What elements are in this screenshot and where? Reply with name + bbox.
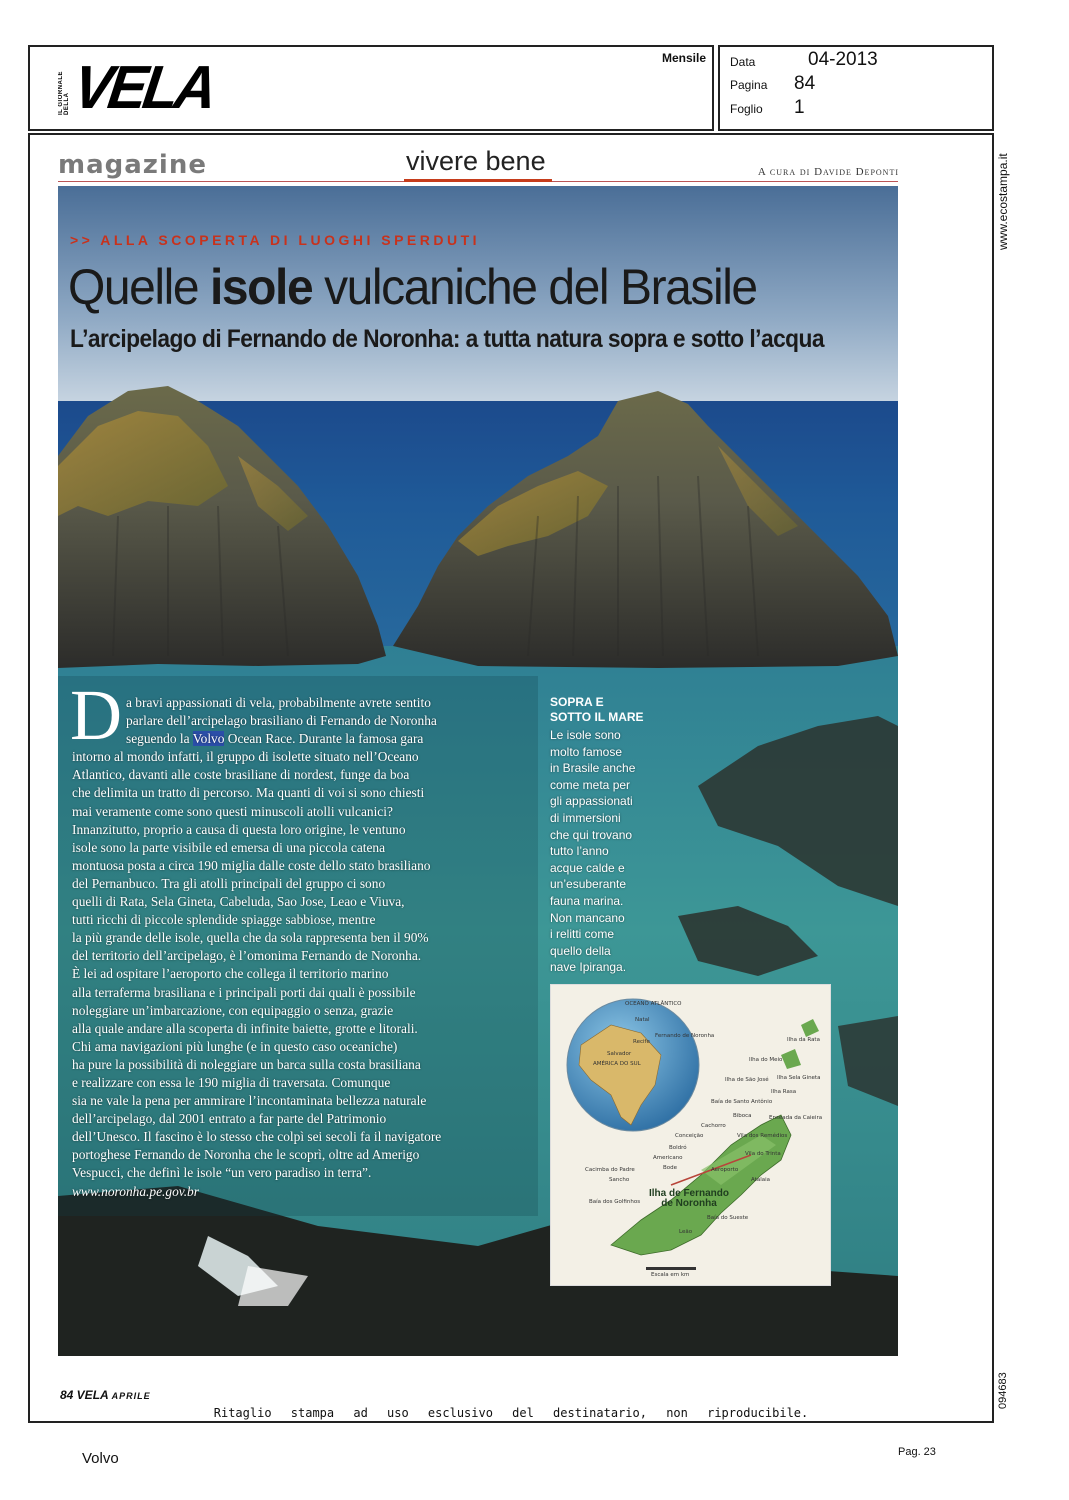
body-line: del territorio dell’arcipelago, è l’omonima Fernando de Noronha. bbox=[72, 948, 422, 964]
folio-month: APRILE bbox=[111, 1391, 151, 1401]
map-place: Conceição bbox=[675, 1133, 704, 1139]
body-line: che delimita un tratto di percorso. Ma quanti di voi si sono chiesti bbox=[72, 785, 425, 801]
frequency-label: Mensile bbox=[661, 51, 706, 65]
folio-page: 84 VELA bbox=[60, 1388, 109, 1402]
date-value: 04-2013 bbox=[808, 49, 878, 70]
map-place: Biboca bbox=[733, 1113, 752, 1119]
map-place: Recife bbox=[633, 1039, 650, 1045]
map-place: Cacimba do Padre bbox=[585, 1167, 635, 1173]
client-name: Volvo bbox=[82, 1450, 119, 1467]
page-value: 84 bbox=[794, 73, 816, 94]
sidebar-title-line: SOPRA E bbox=[550, 695, 604, 709]
side-code-text: 094683 bbox=[997, 1372, 1009, 1409]
body-line: del Pernanbuco. Tra gli atolli principali del gruppo ci sono bbox=[72, 875, 386, 891]
sidebar-line: in Brasile anche bbox=[550, 761, 636, 776]
sidebar-line: acque calde e bbox=[550, 860, 625, 875]
map-scale-label: Escala em km bbox=[651, 1272, 690, 1278]
sidebar-line: quello della bbox=[550, 943, 611, 958]
body-line: dell’arcipelago, dal 2001 entrato a far parte del Patrimonio bbox=[72, 1111, 387, 1127]
body-line: noleggiare un’imbarcazione, con equipaggio o senza, grazie bbox=[72, 1002, 394, 1018]
sidebar-line: che qui trovano bbox=[550, 827, 633, 842]
map-place: Boldró bbox=[669, 1145, 687, 1151]
footer-notice: Ritaglio stampa ad uso esclusivo del destinatario, non riproducibile. bbox=[213, 1406, 809, 1420]
body-line: alla terraferma brasiliana e i principali porti dai quali è possibile bbox=[72, 984, 416, 1000]
map-place: Atalaia bbox=[751, 1177, 770, 1183]
sidebar-line: come meta per bbox=[550, 777, 631, 792]
map-place: Ilha de São José bbox=[725, 1077, 769, 1083]
sidebar-line: i relitti come bbox=[550, 927, 615, 942]
body-line: dell’Unesco. Il fascino è lo stesso che colpì sei secoli fa il navigatore bbox=[72, 1129, 442, 1145]
map-place: Ilha Rasa bbox=[771, 1089, 797, 1095]
map-place: Ilha Sela Gineta bbox=[777, 1075, 821, 1081]
sidebar-line: Non mancano bbox=[550, 910, 625, 925]
map-continent-label: AMÉRICA DO SUL bbox=[593, 1061, 641, 1067]
body-line-part: Ocean Race. Durante la famosa gara bbox=[224, 731, 424, 747]
sidebar-line: di immersioni bbox=[550, 810, 621, 825]
body-line-part: seguendo la bbox=[126, 731, 193, 747]
sidebar-line: tutto l’anno bbox=[550, 844, 609, 859]
section-magazine: magazine bbox=[58, 150, 207, 180]
section-rubric: vivere bene bbox=[406, 146, 546, 176]
map-island-name-line: Ilha de Fernando bbox=[648, 1188, 729, 1199]
body-line: intorno al mondo infatti, il gruppo di isolette situato nell’Oceano bbox=[72, 749, 419, 765]
body-line bbox=[72, 730, 522, 748]
side-url-text: www.ecostampa.it bbox=[996, 153, 1010, 250]
headline-part-b: vulcaniche del Brasile bbox=[312, 259, 757, 315]
header-meta-box bbox=[718, 45, 994, 131]
sidebar-title bbox=[550, 695, 644, 725]
body-line: sia ne vale la pena per ammirare l’incontaminata bellezza naturale bbox=[72, 1093, 427, 1109]
page-folio bbox=[60, 1388, 151, 1402]
body-line: Chi ama navigazioni più lunghe (e in questo caso oceaniche) bbox=[72, 1038, 398, 1054]
page-reference: Pag. 23 bbox=[898, 1446, 936, 1458]
map-place: Leão bbox=[679, 1229, 693, 1235]
article-kicker: >> ALLA SCOPERTA DI LUOGHI SPERDUTI bbox=[70, 232, 481, 248]
side-url bbox=[994, 150, 1014, 250]
article-body bbox=[72, 694, 522, 1201]
body-line: e realizzare con essa le 190 miglia di traversata. Comunque bbox=[72, 1074, 391, 1090]
map-place: Vila dos Remédios bbox=[737, 1133, 788, 1139]
rubric-underline bbox=[404, 179, 552, 182]
body-line: alla quale andare alla scoperta di infinite baiette, grotte e litorali. bbox=[72, 1020, 418, 1036]
body-line: Atlantico, davanti alle coste brasiliane di nordest, funge da boa bbox=[72, 767, 410, 783]
body-line: Innanzitutto, proprio a causa di questa loro origine, le ventuno bbox=[72, 821, 406, 837]
highlight-volvo: Volvo bbox=[192, 731, 225, 747]
body-line: la più grande delle isole, quella che da sola rappresenta ben il 90% bbox=[72, 930, 429, 946]
map-place: Enseada da Caieira bbox=[769, 1115, 823, 1121]
article-subtitle: L’arcipelago di Fernando de Noronha: a tutta natura sopra e sotto l’acqua bbox=[70, 325, 824, 353]
map-place: Baía do Sueste bbox=[707, 1215, 749, 1221]
logo-side-text: IL GIORNALE DELLA bbox=[58, 70, 70, 115]
sidebar-line: Le isole sono bbox=[550, 728, 621, 742]
body-line: quelli di Rata, Sela Gineta, Cabeluda, Sao Jose, Leao e Viuva, bbox=[72, 894, 405, 910]
article-url[interactable]: www.noronha.pe.gov.br bbox=[72, 1183, 199, 1199]
drop-cap: D bbox=[70, 675, 122, 755]
body-line: isole sono la parte visibile ed emersa di una piccola catena bbox=[72, 839, 386, 855]
page-label: Pagina bbox=[730, 78, 768, 92]
body-line: ha pure la possibilità di noleggiare un barca sulla costa brasiliana bbox=[72, 1056, 421, 1072]
map-place: Fernando de Noronha bbox=[655, 1033, 715, 1039]
map-island-name-line: de Noronha bbox=[661, 1198, 717, 1209]
island-map bbox=[550, 984, 831, 1286]
map-place: Natal bbox=[635, 1017, 650, 1023]
body-line: portoghese Fernando de Noronha che le scoprì, oltre ad Amerigo bbox=[72, 1147, 420, 1163]
side-code bbox=[994, 1365, 1014, 1409]
body-line: tutti ricchi di piccole splendide spiagge sabbiose, mentre bbox=[72, 912, 376, 928]
body-line: a bravi appassionati di vela, probabilmente avrete sentito bbox=[126, 695, 431, 710]
body-line: montuosa posta a circa 190 miglia dalle coste dello stato brasiliano bbox=[72, 857, 431, 873]
map-place: Baía dos Golfinhos bbox=[589, 1199, 641, 1205]
sheet-label: Foglio bbox=[730, 102, 763, 116]
map-place: Bode bbox=[663, 1165, 678, 1171]
curator-credit: A cura di Davide Deponti bbox=[757, 166, 899, 178]
map-place: Ilha do Meio bbox=[749, 1057, 783, 1063]
sidebar-line: fauna marina. bbox=[550, 893, 624, 908]
sidebar-line: un’esuberante bbox=[550, 877, 627, 892]
sidebar-line: gli appassionati bbox=[550, 794, 633, 809]
map-place: Sancho bbox=[609, 1177, 630, 1183]
map-place: Americano bbox=[653, 1155, 683, 1161]
map-place: Vila do Trinta bbox=[745, 1151, 781, 1157]
sidebar-body bbox=[550, 727, 660, 976]
map-place: Cachorro bbox=[701, 1123, 726, 1129]
map-place: Aeroporto bbox=[711, 1167, 739, 1173]
article-headline bbox=[68, 258, 757, 316]
sidebar-line: nave Ipiranga. bbox=[550, 960, 627, 975]
map-place: Baía de Santo Antônio bbox=[711, 1099, 773, 1105]
sheet-value: 1 bbox=[794, 97, 805, 118]
body-line: Vespucci, che definì le isole “un vero paradiso in terra”. bbox=[72, 1165, 372, 1181]
headline-bold: isole bbox=[210, 259, 313, 315]
headline-part-a: Quelle bbox=[68, 259, 211, 315]
body-line: parlare dell’arcipelago brasiliano di Fernando de Noronha bbox=[126, 713, 437, 729]
date-label: Data bbox=[730, 55, 756, 69]
vela-logo bbox=[58, 53, 218, 122]
body-line: È lei ad ospitare l’aeroporto che collega il territorio marino bbox=[72, 966, 389, 982]
logo-text: VELA bbox=[69, 53, 218, 122]
sidebar-title-line: SOTTO IL MARE bbox=[550, 710, 644, 724]
header-left-box bbox=[28, 45, 714, 131]
map-ocean-label: OCEANO ATLÂNTICO bbox=[625, 1001, 682, 1007]
body-line: mai veramente come sono questi minuscoli atolli vulcanici? bbox=[72, 803, 393, 819]
map-place: Salvador bbox=[607, 1051, 632, 1057]
map-island-name bbox=[629, 1189, 749, 1209]
map-place: Ilha da Rata bbox=[787, 1037, 820, 1043]
sidebar-line: molto famose bbox=[550, 744, 623, 759]
